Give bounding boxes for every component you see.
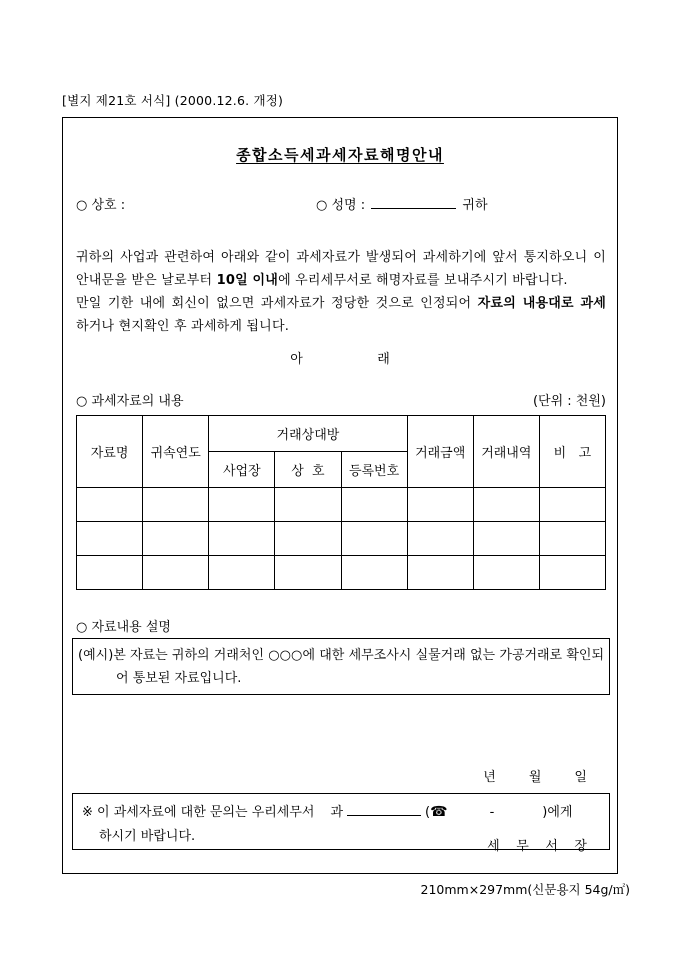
table-empty-cell xyxy=(209,488,275,522)
table-row xyxy=(77,522,606,556)
contact-notice-line-2: 하시기 바랍니다. xyxy=(99,829,196,844)
name-suffix: 귀하 xyxy=(462,198,488,213)
table-empty-cell xyxy=(407,556,473,590)
table-row xyxy=(77,488,606,522)
unit-note: (단위 : 천원) xyxy=(532,394,606,409)
company-label: ○ 상호 : xyxy=(76,198,126,213)
col-header-amount: 거래금액 xyxy=(407,416,473,488)
below-heading: 아 래 xyxy=(290,352,390,367)
intro-line-2-post: 에 우리세무서로 해명자료를 보내주시기 바랍니다. xyxy=(278,273,568,288)
table-row xyxy=(77,556,606,590)
table-empty-cell xyxy=(77,488,143,522)
desc-section-heading: ○ 자료내용 설명 xyxy=(76,620,171,635)
table-empty-cell xyxy=(143,488,209,522)
table-empty-cell xyxy=(143,556,209,590)
table-empty-cell xyxy=(539,488,605,522)
name-blank-field[interactable] xyxy=(371,195,456,209)
tax-data-table xyxy=(76,415,606,590)
table-empty-cell xyxy=(473,522,539,556)
contact-notice-line-1 xyxy=(82,800,600,825)
form-reference: [별지 제21호 서식] (2000.12.6. 개정) xyxy=(62,93,284,108)
col-header-remarks: 비 고 xyxy=(539,416,605,488)
table-empty-cell xyxy=(275,556,341,590)
tax-data-table-body xyxy=(77,488,606,590)
paren-close: )에게 xyxy=(542,805,573,820)
col-header-workplace: 사업장 xyxy=(209,452,275,488)
intro-line-1: 귀하의 사업과 관련하여 아래와 같이 과세자료가 발생되어 과세하기에 앞서 통지하오니 이 xyxy=(76,250,606,265)
desc-example-box xyxy=(72,638,610,695)
name-label: ○ 성명 : xyxy=(316,198,366,213)
dept-suffix: 과 xyxy=(330,805,344,820)
tax-office-chief-line: 세 무 서 장 xyxy=(487,839,587,854)
desc-example-line-1: (예시)본 자료는 귀하의 거래처인 ○○○에 대한 세무조사시 실물거래 없는 가공거래로 확인되 xyxy=(78,648,604,663)
intro-paragraph xyxy=(76,246,606,338)
col-header-trade-name: 상 호 xyxy=(275,452,341,488)
intro-line-2 xyxy=(76,269,606,292)
contact-notice-pre: ※ 이 과세자료에 대한 문의는 우리세무서 xyxy=(82,805,315,820)
phone-icon: ☎ xyxy=(430,804,448,820)
col-header-data-name: 자료명 xyxy=(77,416,143,488)
table-empty-cell xyxy=(77,556,143,590)
name-group xyxy=(316,194,488,213)
table-empty-cell xyxy=(275,522,341,556)
table-empty-cell xyxy=(473,556,539,590)
intro-line-2-pre: 안내문을 받은 날로부터 xyxy=(76,273,217,288)
table-empty-cell xyxy=(407,522,473,556)
table-empty-cell xyxy=(407,488,473,522)
table-empty-cell xyxy=(341,556,407,590)
table-empty-cell xyxy=(77,522,143,556)
intro-line-3 xyxy=(76,292,606,315)
tax-data-table-head xyxy=(77,416,606,488)
desc-example-line-2: 어 통보된 자료입니다. xyxy=(116,671,242,686)
table-empty-cell xyxy=(341,522,407,556)
intro-line-2-bold: 10일 이내 xyxy=(216,273,279,288)
intro-line-4: 하거나 현지확인 후 과세하게 됩니다. xyxy=(76,319,290,334)
table-empty-cell xyxy=(539,556,605,590)
table-empty-cell xyxy=(209,522,275,556)
table-empty-cell xyxy=(341,488,407,522)
table-empty-cell xyxy=(539,522,605,556)
phone-number-dash: - xyxy=(489,805,495,820)
identity-row xyxy=(76,194,604,214)
paper-spec-note: 210mm×297mm(신문용지 54g/㎡) xyxy=(420,882,630,897)
table-empty-cell xyxy=(209,556,275,590)
col-header-details: 거래내역 xyxy=(473,416,539,488)
form-title: 종합소득세과세자료해명안내 xyxy=(236,146,444,164)
form-outer-box xyxy=(62,117,618,874)
contact-notice-box xyxy=(72,793,610,850)
intro-line-3-bold: 자료의 내용대로 과세 xyxy=(477,296,606,311)
col-header-year: 귀속연도 xyxy=(143,416,209,488)
col-header-reg-no: 등록번호 xyxy=(341,452,407,488)
table-empty-cell xyxy=(275,488,341,522)
data-section-heading: ○ 과세자료의 내용 xyxy=(76,394,184,409)
col-header-counterparty: 거래상대방 xyxy=(209,416,407,452)
dept-blank-field[interactable] xyxy=(347,802,421,816)
data-section-header xyxy=(76,390,606,409)
table-empty-cell xyxy=(143,522,209,556)
intro-line-3-pre: 만일 기한 내에 회신이 없으면 과세자료가 정당한 것으로 인정되어 xyxy=(76,296,478,311)
table-empty-cell xyxy=(473,488,539,522)
date-line: 년 월 일 xyxy=(483,770,587,785)
paren-open: ( xyxy=(425,805,431,820)
